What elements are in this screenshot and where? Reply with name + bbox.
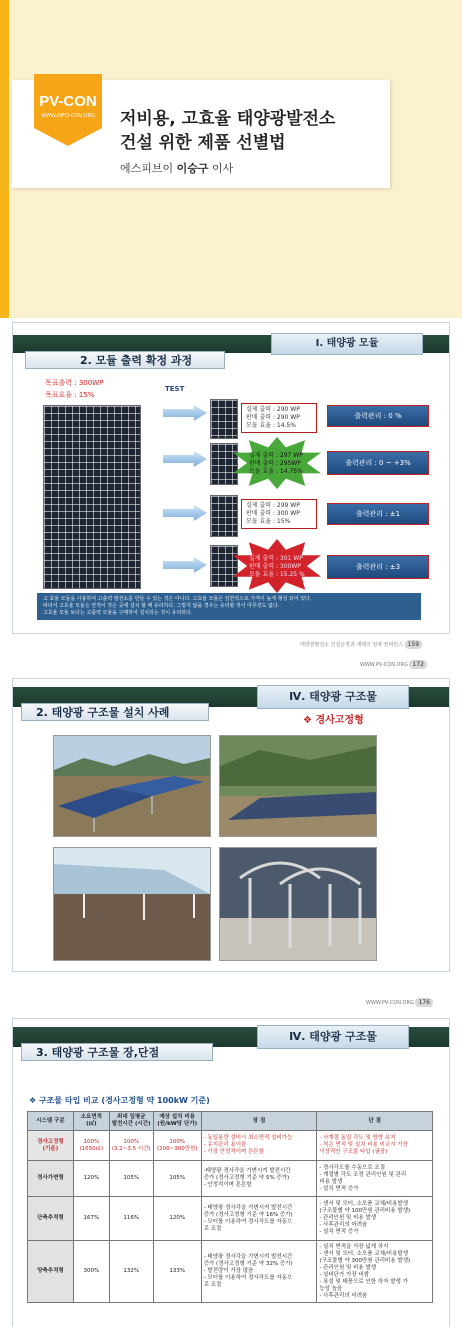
slide-note — [37, 593, 421, 620]
cell-hours: 105% — [109, 1161, 153, 1197]
cons-item: - 설치 면적을 가장 넓게 차지 — [319, 1243, 389, 1250]
table-row — [28, 1197, 433, 1241]
cell-cons — [317, 1131, 433, 1161]
spec-box — [245, 450, 315, 478]
cons-item: - 사후관리의 어려움 — [319, 1292, 368, 1299]
installation-photo — [53, 735, 211, 837]
cell-cost: 133% — [153, 1241, 201, 1303]
cons-item: - 적은 면적 및 설치 비용 비교시 가장 — [319, 1142, 408, 1148]
title-card-arrow — [356, 80, 390, 188]
pros-item: 증가 (경사고정형 기준 약 16% 증가) — [203, 1211, 293, 1218]
cons-item: - 계절별 각도 조정 관리인원 및 관리 — [319, 1171, 407, 1178]
pros-item: - 태양광 경사각을 가변시켜 발전시간 — [203, 1204, 293, 1211]
pros-item: - 모터를 이용하여 경사각도를 자동으 — [203, 1218, 293, 1225]
cell-area: 100% (1650㎡) — [73, 1131, 109, 1161]
cons-item: 능성 높음 — [319, 1285, 343, 1292]
note-line: 고 효율 모듈을 사용하여 고출력 발전소를 만들 수 있는 것은 아니다. 고효율 모듈은 일반적으로 가격이 높게 형성 되어 있다. — [43, 596, 312, 602]
cell-pros — [201, 1131, 317, 1161]
header-hours: 최대 일평균 발전시간 (시간) — [109, 1112, 153, 1131]
cell-pros — [201, 1161, 317, 1197]
cell-area: 300% — [73, 1241, 109, 1303]
slide-title: 3. 태양광 구조물 장,단점 — [21, 1043, 213, 1061]
pv-con-badge — [34, 74, 102, 128]
test-arrow — [163, 451, 207, 467]
section-tag: Ⅰ. 태양광 모듈 — [271, 333, 423, 355]
site-footer — [366, 998, 433, 1007]
cell-cost: 105% — [153, 1161, 201, 1197]
pros-item: 증가 (경사고정형 기준 약 32% 증가) — [203, 1261, 293, 1267]
cell-cost: 120% — [153, 1197, 201, 1241]
cons-item: - 설치 면적 증가 — [319, 1229, 359, 1235]
cons-item: - 사계절 동일 각도 및 방향 유지 — [319, 1135, 396, 1141]
slide-title: 2. 모듈 출력 확정 과정 — [25, 351, 225, 369]
header-cost: 예상 설치 비용 (원/kW당 단가) — [153, 1112, 201, 1131]
target-output: 목표출력 : 300WP — [45, 379, 104, 387]
note-line: 고효율 모듈 보다는 고출력 모듈을 구매하여 설치하는 것이 유리하다. — [43, 610, 193, 616]
table-row — [28, 1241, 433, 1303]
cell-pros — [201, 1197, 317, 1241]
spec-sale: 판매 출력 : 290 WP — [246, 414, 300, 421]
note-line: 따라서 고효율 모듈은 면적이 작은 곳에 설치 할 때 유리하다. 그렇지 않을 경우는 유리할 것이 아무것도 없다. — [43, 603, 280, 609]
target-efficiency: 목표효율 : 15% — [45, 391, 95, 399]
slide-structure-cases — [12, 678, 450, 972]
cons-item: (구조물별 약 100만원 관리비용 발생) — [319, 1208, 411, 1214]
table-row — [28, 1161, 433, 1197]
cover-stripe — [0, 0, 9, 318]
installation-photo-art — [54, 848, 210, 960]
spec-box — [241, 403, 317, 433]
header-system: 시스템 구분 — [28, 1112, 74, 1131]
site-url: WWW.PV-CON.ORG — [360, 662, 408, 668]
spec-actual: 실제 출력 : 299 WP — [246, 502, 300, 509]
installation-photo-art — [54, 736, 210, 836]
cons-item: - 관리인원 및 비용 발생 — [319, 1264, 377, 1271]
cons-item: - 폭설 및 태풍으로 인한 하자 발생 가 — [319, 1278, 408, 1285]
module-thumb — [210, 495, 238, 537]
output-mgmt-label: 출력관리 : ±3 — [327, 555, 429, 579]
installation-photo-art — [220, 848, 376, 960]
cons-item: - 센서 및 모터, 소모품 교체/비용발생 — [319, 1250, 409, 1257]
page-number: 159 — [405, 640, 422, 649]
footer-text: 태양광발전소 건설운영과 재테크 전략 컨퍼런스 — [300, 642, 403, 648]
cell-area: 120% — [73, 1161, 109, 1197]
section-tag: Ⅳ. 태양광 구조물 — [257, 1025, 409, 1049]
spec-box — [245, 553, 315, 581]
cons-item: - 설비단가 가장 비쌈 — [319, 1271, 370, 1278]
site-page-number: 172 — [409, 660, 426, 669]
cover-section — [0, 0, 462, 318]
byline — [120, 160, 233, 176]
table-title: ❖ 구조물 타입 비교 (경사고정형 약 100kW 기준) — [29, 1096, 210, 1105]
spec-sale: 판매 출력 : 300WP — [249, 563, 301, 570]
site-url: WWW.PV-CON.ORG — [366, 1000, 414, 1006]
pros-item: - 안정적이며 튼튼함 — [203, 1182, 252, 1188]
site-footer — [360, 660, 427, 669]
output-mgmt-label: 출력관리 : ±1 — [327, 503, 429, 525]
test-arrow — [163, 557, 207, 573]
spec-actual: 실제 출력 : 290 WP — [246, 406, 300, 413]
cons-item: - 설치 면적 증가 — [319, 1185, 359, 1192]
pros-item: - 동일용량 설비시 최소면적 설비가능 — [203, 1135, 293, 1141]
cons-item: - 사후관리의 어려움 — [319, 1222, 368, 1228]
table-row — [28, 1131, 433, 1161]
table-header-row — [28, 1112, 433, 1131]
pros-item: 증가 (경사고정형 기준 약 5% 증가) — [203, 1175, 290, 1181]
module-thumb — [210, 545, 238, 587]
pros-item: -태양광 경사각을 가변시켜 발전시간 — [203, 1168, 291, 1174]
article-title-line2: 건설 위한 제품 선별법 — [120, 133, 286, 153]
badge-title: PV-CON — [39, 93, 97, 110]
spec-efficiency: 모듈 효율 : 15% — [246, 518, 291, 525]
spec-efficiency: 모듈 효율 : 14.75% — [249, 468, 303, 475]
output-mgmt-label: 출력관리 : 0 % — [327, 405, 429, 427]
pros-item: - 발전량이 가장 많음 — [203, 1268, 254, 1274]
cons-item: 비용 발생 — [319, 1178, 343, 1185]
slide-structure-comparison — [12, 1018, 450, 1327]
spec-actual: 실제 출력 : 301 WP — [249, 555, 303, 562]
site-page-number: 176 — [415, 998, 432, 1007]
cons-item: 이상적인 구조물 타입 (권장) — [319, 1149, 388, 1155]
solar-module-image — [43, 405, 141, 589]
spec-sale: 판매 출력 : 300 WP — [246, 510, 300, 517]
installation-photo — [219, 735, 377, 837]
installation-photo-art — [220, 736, 376, 836]
cons-item: - 관리인원 및 비용 발생 — [319, 1215, 377, 1221]
pros-item: - 유지관리 용이함 — [203, 1142, 247, 1148]
cell-hours: 132% — [109, 1241, 153, 1303]
cell-area: 167% — [73, 1197, 109, 1241]
cell-hours: 116% — [109, 1197, 153, 1241]
cons-item: (구조물별 약 300만원 관리비용 발생) — [319, 1257, 411, 1264]
cell-cons — [317, 1241, 433, 1303]
badge-tip — [34, 128, 102, 146]
row-name: 경사가변형 — [28, 1161, 74, 1197]
byline-role: 이사 — [212, 162, 234, 175]
pros-item: - 가장 안정적이며 튼튼함 — [203, 1149, 265, 1155]
spec-sale: 판매 출력 : 295WP — [249, 460, 301, 467]
pros-item: - 모터를 이용하여 경사각도를 자동으 — [203, 1275, 293, 1281]
module-thumb — [210, 399, 238, 439]
row-name: 단축추적형 — [28, 1197, 74, 1241]
structure-type-subtitle: ❖ 경사고정형 — [303, 715, 364, 726]
module-thumb — [210, 443, 238, 485]
spec-actual: 실제 출력 : 297 WP — [249, 452, 303, 459]
cell-pros — [201, 1241, 317, 1303]
badge-url: WWW.INFO-CON.ORG — [41, 113, 95, 119]
cons-item: - 경사각도를 수동으로 조절 — [319, 1164, 386, 1171]
installation-photo — [53, 847, 211, 961]
byline-author: 이승구 — [176, 162, 209, 175]
header-cons: 단 점 — [317, 1112, 433, 1131]
row-name: 경사고정형 (기준) — [28, 1131, 74, 1161]
cell-cons — [317, 1161, 433, 1197]
test-label: TEST — [165, 385, 185, 393]
byline-company: 에스피브이 — [120, 162, 174, 175]
row-name: 양축추적형 — [28, 1241, 74, 1303]
slide-title: 2. 태양광 구조물 설치 사례 — [21, 703, 209, 721]
installation-photo — [219, 847, 377, 961]
spec-efficiency: 모듈 효율 : 14.5% — [246, 422, 296, 429]
cell-cons — [317, 1197, 433, 1241]
output-mgmt-label: 출력관리 : 0 ~ +3% — [327, 451, 429, 475]
pros-item: 로 조절 — [203, 1282, 222, 1288]
cell-cost: 100% (200~300만원) — [153, 1131, 201, 1161]
test-arrow — [163, 405, 207, 421]
page-footer — [300, 640, 422, 649]
cons-item: - 센서 및 모터, 소모품 교체/비용발생 — [319, 1201, 409, 1207]
test-arrow — [163, 505, 207, 521]
comparison-table — [27, 1111, 433, 1303]
article-title-line1: 저비용, 고효율 태양광발전소 — [120, 109, 336, 129]
cell-hours: 100% (3.2~3.5 시간) — [109, 1131, 153, 1161]
pros-item: - 태양광 경사각을 가변시켜 발전시간 — [203, 1254, 293, 1260]
section-tag: Ⅳ. 태양광 구조물 — [257, 685, 409, 709]
header-pros: 장 점 — [201, 1112, 317, 1131]
spec-efficiency: 모듈 효율 : 15.25 % — [249, 571, 305, 578]
slide-module-output — [12, 322, 450, 634]
header-area: 소요면적 (㎡) — [73, 1112, 109, 1131]
pros-item: 로 조절 — [203, 1225, 222, 1232]
spec-box — [241, 499, 317, 529]
